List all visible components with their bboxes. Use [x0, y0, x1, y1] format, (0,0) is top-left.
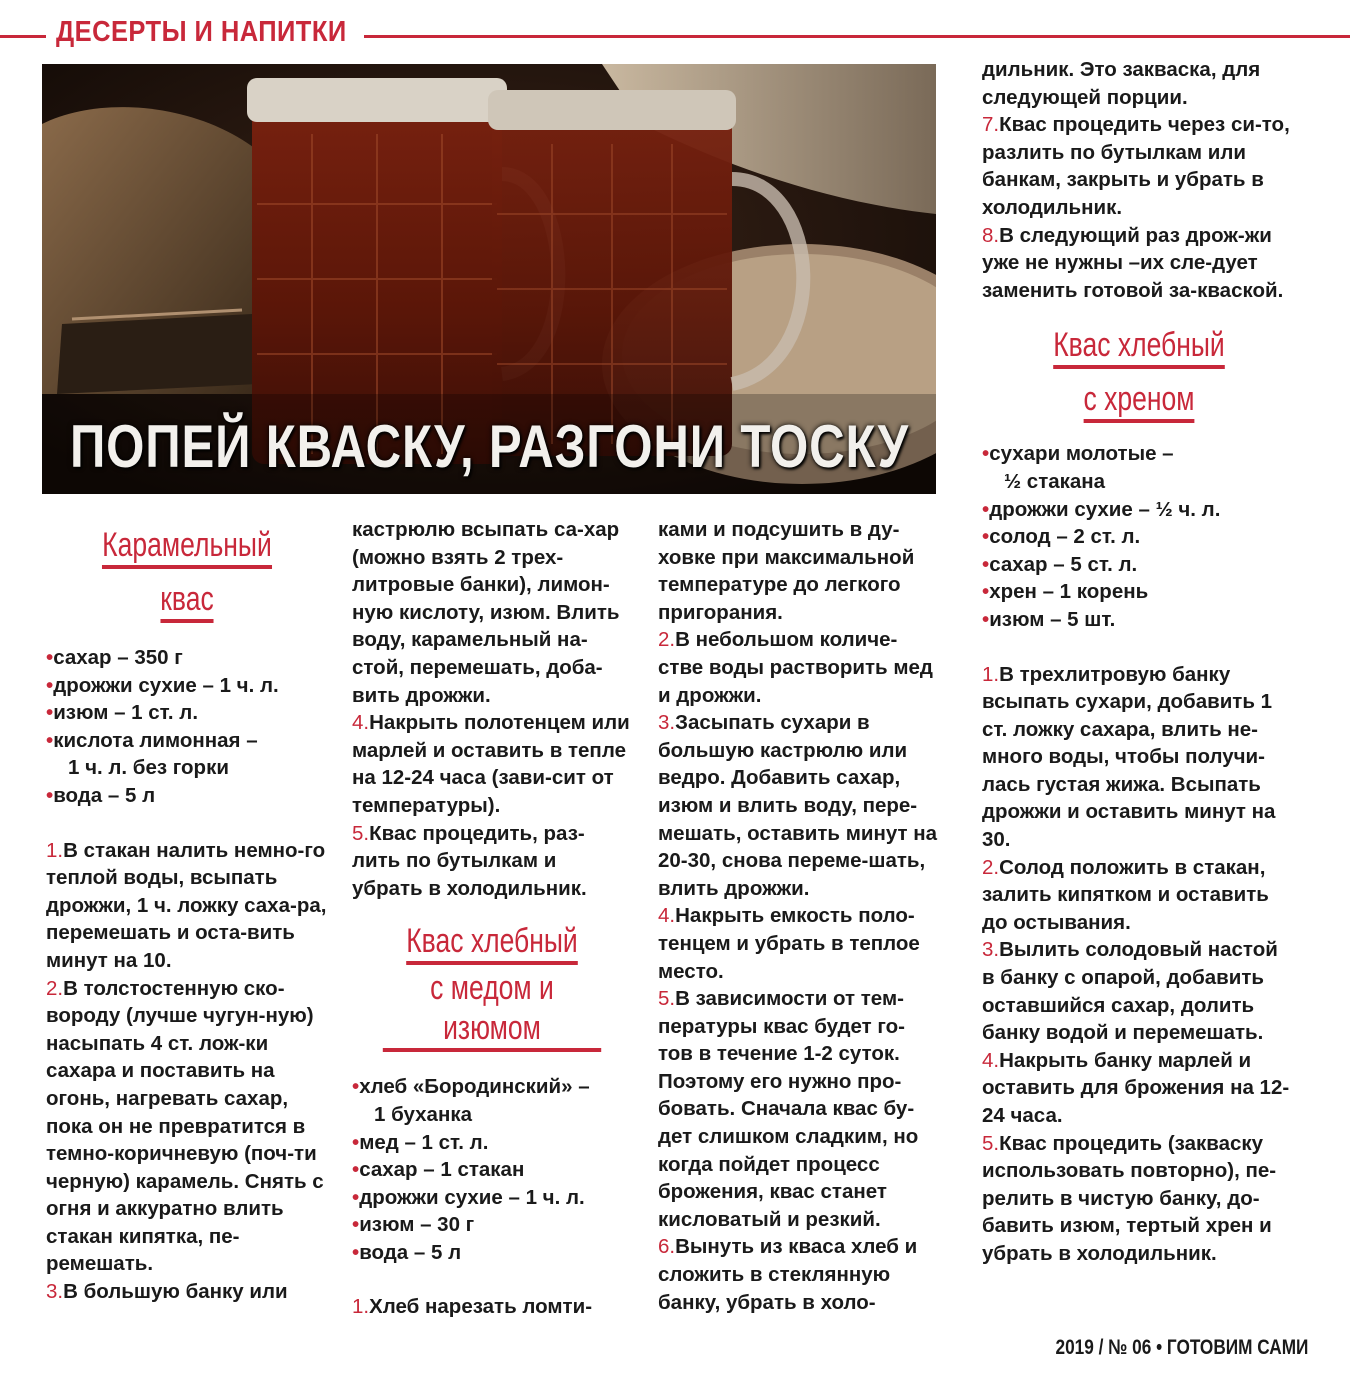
ingredient: •дрожжи сухие – 1 ч. л. [46, 673, 279, 697]
ingredient: •мед – 1 ст. л. [352, 1130, 489, 1154]
recipe-step: 1.Хлеб нарезать ломти- [352, 1295, 593, 1319]
ingredient: 1 ч. л. без горки [68, 756, 229, 780]
ingredient: •хрен – 1 корень [982, 580, 1149, 604]
recipe-step: 1.В трехлитровую банку всыпать сухари, добавить 1 ст. ложку сахара, влить не-много воды, чтобы получи-лась густая жижа. Всыпать дрожжи и оставить минут на 30. [982, 662, 1276, 852]
kvass-photo [42, 64, 936, 494]
section-title: ДЕСЕРТЫ И НАПИТКИ [56, 16, 347, 48]
recipe-step: 3.Вылить солодовый настой в банку с опарой, добавить оставшийся сахар, долить банку водой и перемешать. [982, 938, 1278, 1045]
issue-footer: 2019 / № 06 • ГОТОВИМ САМИ [1055, 1336, 1308, 1359]
column-1 [46, 518, 328, 1306]
header-rule-left [0, 35, 46, 38]
recipe-step: 2.В небольшом количе-стве воды растворить мед и дрожжи. [658, 628, 933, 707]
ingredients-list [982, 440, 1296, 633]
recipe-title-bread-horseradish [1017, 318, 1262, 426]
recipe-title-line1: Карамельный [102, 525, 272, 569]
column-2 [352, 516, 632, 1321]
ingredients-list [352, 1073, 632, 1266]
recipe-step-continued: кастрюлю всыпать са-хар (можно взять 2 трех-литровые банки), лимон-ную кислоту, изюм. Влить воду, карамельный на-стой, перемешать, доба-вить дрожжи. [352, 518, 620, 707]
article-headline: ПОПЕЙ КВАСКУ, РАЗГОНИ ТОСКУ [70, 413, 909, 480]
ingredient: •сахар – 350 г [46, 646, 183, 669]
header-rule-right [364, 35, 1350, 38]
recipe-title-line2: с медом и изюмом [383, 968, 601, 1052]
recipe-step-continued: ками и подсушить в ду-ховке при максимальной температуре до легкого пригорания. [658, 518, 915, 624]
recipe-step: 4.Накрыть емкость поло-тенцем и убрать в теплое место. [658, 904, 920, 983]
recipe-step-continued: дильник. Это закваска, для следующей порции. [982, 58, 1261, 109]
ingredient: •вода – 5 л [352, 1240, 462, 1264]
recipe-step: 6.Вынуть из кваса хлеб и сложить в стеклянную банку, убрать в холо- [658, 1235, 918, 1314]
ingredient: •вода – 5 л [46, 783, 156, 807]
ingredient: •хлеб «Бородинский» – [352, 1075, 590, 1099]
ingredient: •изюм – 1 ст. л. [46, 701, 199, 725]
ingredient: •изюм – 5 шт. [982, 607, 1116, 631]
recipe-title-line1: Квас хлебный [1053, 325, 1225, 369]
ingredient: ½ стакана [1004, 469, 1106, 493]
recipe-step: 4.Накрыть полотенцем или марлей и оставить в тепле на 12-24 часа (зави-сит от температуры). [352, 711, 630, 817]
column-3 [658, 516, 938, 1316]
recipe-step: 1.В стакан налить немно-го теплой воды, всыпать дрожжи, 1 ч. ложку саха-ра, перемешать и оста-вить минут на 10. [46, 838, 327, 972]
ingredient: 1 буханка [374, 1102, 472, 1126]
recipe-step: 7.Квас процедить через си-то, разлить по бутылкам или банкам, закрыть и убрать в холодильник. [982, 113, 1290, 219]
recipe-title-line1: Квас хлебный [406, 921, 578, 965]
ingredient: •сахар – 1 стакан [352, 1158, 525, 1182]
recipe-step: 5.Квас процедить (закваску использовать повторно), пе-релить в чистую банку, до-бавить изюм, тертый хрен и убрать в холодильник. [982, 1131, 1277, 1265]
recipe-step: 3.В большую банку или [46, 1280, 288, 1304]
section-header [0, 14, 1350, 58]
ingredient: •сухари молотые – [982, 442, 1174, 466]
recipe-step: 5.Квас процедить, раз-лить по бутылкам и убрать в холодильник. [352, 821, 587, 900]
recipe-step: 2.В толстостенную ско-вороду (лучше чугун-ную) насыпать 4 ст. лож-ки сахара и поставить на огонь, нагревать сахар, пока он не превратится в темно-коричневую (поч-ти черную) карамель. Снять с огня и аккуратно влить стакан кипятка, пе-ремешать. [46, 976, 324, 1276]
recipe-step: 3.Засыпать сухари в большую кастрюлю или ведро. Добавить сахар, изюм и влить воду, пере-мешать, оставить минут на 20-30, снова переме-шать, влить дрожжи. [658, 711, 938, 900]
ingredient: •дрожжи сухие – ½ ч. л. [982, 497, 1221, 521]
recipe-step: 4.Накрыть банку марлей и оставить для брожения на 12-24 часа. [982, 1048, 1290, 1127]
recipe-step: 2.Солод положить в стакан, залить кипятком и оставить до остывания. [982, 855, 1269, 934]
ingredient: •дрожжи сухие – 1 ч. л. [352, 1185, 585, 1209]
recipe-title-line2: с хреном [1083, 379, 1194, 423]
column-4 [982, 56, 1296, 1268]
ingredients-list [46, 644, 328, 810]
recipe-title-caramel [77, 518, 297, 626]
ingredient: •изюм – 30 г [352, 1213, 475, 1237]
recipe-title-bread-honey [383, 914, 601, 1055]
ingredient: •солод – 2 ст. л. [982, 525, 1141, 549]
ingredient: •сахар – 5 ст. л. [982, 552, 1138, 576]
recipe-step: 5.В зависимости от тем-пературы квас будет го-тов в течение 1-2 суток. Поэтому его нужно про-бовать. Сначала квас бу-дет слишком сладким, но когда пойдет процесс брожения, квас станет кисловатый и резкий. [658, 987, 919, 1231]
ingredient: •кислота лимонная – [46, 728, 258, 752]
recipe-step: 8.В следующий раз дрож-жи уже не нужны –их сле-дует заменить готовой за-кваской. [982, 223, 1284, 302]
recipe-title-line2: квас [160, 579, 213, 623]
